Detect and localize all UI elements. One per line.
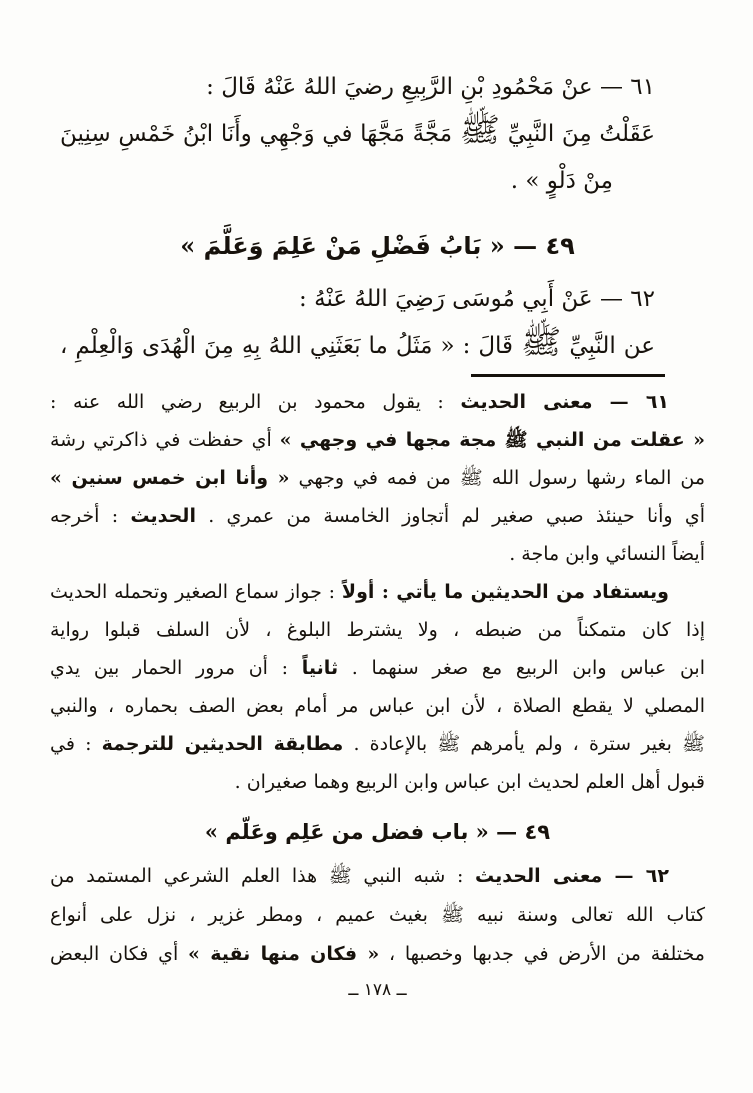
commentary-61-line-5-text: أيضاً النسائي وابن ماجة . [509, 543, 705, 565]
commentary-61-line-1-text: : يقول محمود بن الربيع رضي الله عنه : [50, 391, 461, 413]
saw-ligature: ﷺ [521, 322, 562, 361]
commentary-61-line-6 [50, 573, 705, 611]
commentary-61-line-10-text: ﷺ بغير سترة ، ولم يأمرهم ﷺ بالإعادة . [343, 733, 705, 755]
chapter-49-title-commentary: ٤٩ — « باب فضل من عَلِم وعَلّم » [204, 819, 551, 844]
commentary-61-line-1 [50, 383, 705, 421]
commentary-61-line-4-text-2: : أخرجه [50, 505, 131, 527]
hadith-61-isnad-line [60, 64, 655, 111]
commentary-62 [50, 857, 705, 974]
commentary-61-line-9 [50, 687, 705, 725]
commentary-61-line-11 [50, 763, 705, 801]
commentary-61-line-6-text: : جواز سماع الصغير وتحمله الحديث [50, 581, 342, 603]
quoted-hadith-phrase: « فكان منها نقية » [188, 943, 380, 965]
commentary-61-line-9-text: المصلي لا يقطع الصلاة ، لأن ابن عباس مر أمام بعض الصف بحماره ، والنبي [50, 695, 705, 717]
commentary-61-line-11-text: قبول أهل العلم لحديث ابن عباس وابن الربيع وهما صغيران . [234, 771, 705, 793]
commentary-62-heading: ٦٢ — معنى الحديث [475, 865, 669, 887]
quoted-hadith-phrase: « وأنا ابن خمس سنين » [50, 467, 290, 489]
commentary-62-line-1 [50, 857, 705, 896]
commentary-61-line-3 [50, 459, 705, 497]
commentary-61-line-8-text: ابن عباس وابن الربيع مع صغر سنهما . [338, 657, 705, 679]
commentary-61-line-5 [50, 535, 705, 573]
saw-ligature: ﷺ [459, 110, 501, 149]
hadith-61-matn [60, 64, 655, 205]
hadith-61-text-b: مَجَّةً مَجَّهَا في وَجْهِي وأَنَا ابْنُ خَمْسِ سِنِينَ [60, 121, 460, 147]
commentary-62-line-3-text: مختلفة من الأرض في جدبها وخصبها ، [379, 943, 705, 965]
secondly-label: ثانياً [301, 657, 339, 679]
takhrij-label: الحديث [130, 505, 196, 527]
hadith-62-matn [60, 276, 655, 370]
footnote-separator-rule [471, 374, 665, 377]
commentary-61-line-4-text: أي وأنا حينئذ صبي صغير لم أتجاوز الخامسة من عمري . [195, 505, 705, 527]
quoted-hadith-phrase: « عقلت من النبي ﷺ مجة مجها في وجهي » [279, 429, 705, 451]
hadith-61-tail-line [60, 158, 655, 205]
benefits-heading: ويستفاد من الحديثين ما يأتي : أولاً [341, 581, 669, 603]
commentary-61-line-8 [50, 649, 705, 687]
chapter-49-heading-matn [50, 226, 705, 266]
commentary-61-heading: ٦١ — معنى الحديث [460, 391, 670, 413]
commentary-62-line-3 [50, 935, 705, 974]
commentary-61-line-2 [50, 421, 705, 459]
chapter-49-title-matn: ٤٩ — « بَابُ فَضْلِ مَنْ عَلِمَ وَعَلَّمَ » [180, 231, 575, 260]
commentary-61 [50, 383, 705, 801]
page-number-text: ــ ١٧٨ ــ [348, 980, 407, 1000]
commentary-62-line-3-text-2: أي فكان البعض [50, 943, 188, 965]
hadith-61-tail: مِنْ دَلْوٍ » . [510, 168, 613, 194]
chapter-49-heading-commentary [50, 814, 705, 850]
commentary-61-line-4 [50, 497, 705, 535]
commentary-61-line-2-text: أي حفظت في ذاكرتي رشة [50, 429, 280, 451]
hadith-62-text-a: عن النَّبِيِّ [561, 333, 655, 359]
commentary-61-line-7 [50, 611, 705, 649]
page-number [50, 979, 705, 1001]
hadith-62-isnad: ٦٢ — عَنْ أَبِي مُوسَى رَضِيَ اللهُ عَنْهُ : [299, 286, 655, 312]
hadith-61-text-line [60, 111, 655, 158]
hadith-61-text-a: عَقَلْتُ مِنَ النَّبِيِّ [500, 121, 655, 147]
commentary-61-line-7-text: إذا كان متمكناً من ضبطه ، ولا يشترط البلوغ ، لأن السلف قبلوا رواية [50, 619, 705, 641]
commentary-62-line-1-text: : شبه النبي ﷺ هذا العلم الشرعي المستمد من [50, 865, 476, 887]
commentary-61-line-10-text-2: : في [50, 733, 102, 755]
hadith-61-isnad: ٦١ — عنْ مَحْمُودِ بْنِ الرَّبِيعِ رضيَ اللهُ عَنْهُ قَالَ : [206, 74, 655, 100]
hadith-62-text-line [60, 323, 655, 370]
hadith-62-text-b: قَالَ : « مَثَلُ ما بَعَثَنِي اللهُ بِهِ مِنَ الْهُدَى وَالْعِلْمِ ، [60, 333, 522, 359]
commentary-62-line-2 [50, 896, 705, 935]
commentary-61-line-8-text-2: : أن مرور الحمار بين يدي [50, 657, 302, 679]
commentary-61-line-10 [50, 725, 705, 763]
commentary-61-line-3-text: من الماء رشها رسول الله ﷺ من فمه في وجهي [289, 467, 705, 489]
hadith-62-isnad-line [60, 276, 655, 323]
commentary-62-line-2-text: كتاب الله تعالى وسنة نبيه ﷺ بغيث عميم ، ومطر غزير ، نزل على أنواع [50, 904, 705, 926]
correspondence-heading: مطابقة الحديثين للترجمة [101, 733, 344, 755]
